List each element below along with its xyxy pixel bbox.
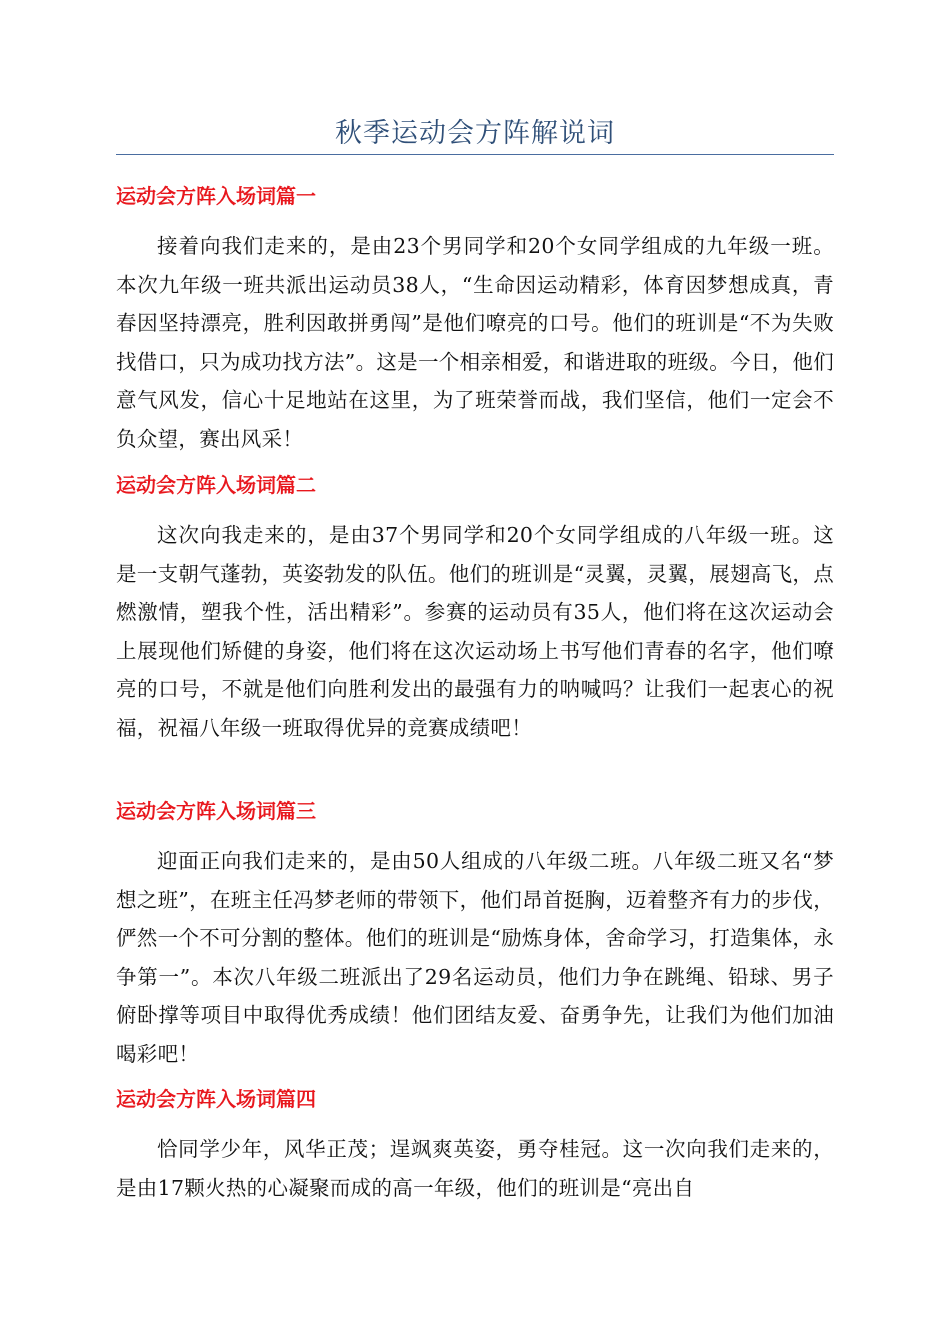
section-paragraph: 恰同学少年，风华正茂；逞飒爽英姿，勇夺桂冠。这一次向我们走来的，是由17颗火热的心凝聚而成的高一年级，他们的班训是“亮出自 (116, 1137, 834, 1200)
section-heading: 运动会方阵入场词篇四 (116, 1087, 316, 1111)
section-paragraph: 接着向我们走来的，是由23个男同学和20个女同学组成的九年级一班。本次九年级一班共派出运动员38人，“生命因运动精彩，体育因梦想成真，青春因坚持漂亮，胜利因敢拼勇闯”是他们嘹亮的口号。他们的班训是“不为失败找借口，只为成功找方法”。这是一个相亲相爱，和谐进取的班级。今日，他们意气风发，信心十足地站在这里，为了班荣誉而战，我们坚信，他们一定会不负众望，赛出风采！ (116, 234, 834, 451)
section-paragraph: 这次向我走来的，是由37个男同学和20个女同学组成的八年级一班。这是一支朝气蓬勃，英姿勃发的队伍。他们的班训是“灵翼，灵翼，展翅高飞，点燃激情，塑我个性，活出精彩”。参赛的运动员有35人，他们将在这次运动会上展现他们矫健的身姿，他们将在这次运动场上书写他们青春的名字，他们嘹亮的口号，不就是他们向胜利发出的最强有力的呐喊吗？让我们一起衷心的祝福，祝福八年级一班取得优异的竞赛成绩吧！ (116, 523, 834, 740)
section-paragraph: 迎面正向我们走来的，是由50人组成的八年级二班。八年级二班又名“梦想之班”，在班主任冯梦老师的带领下，他们昂首挺胸，迈着整齐有力的步伐，俨然一个不可分割的整体。他们的班训是“励炼身体，舍命学习，打造集体，永争第一”。本次八年级二班派出了29名运动员，他们力争在跳绳、铅球、男子俯卧撑等项目中取得优秀成绩！他们团结友爱、奋勇争先，让我们为他们加油喝彩吧！ (116, 849, 834, 1066)
document-title: 秋季运动会方阵解说词 (335, 118, 615, 149)
section-heading: 运动会方阵入场词篇二 (116, 473, 316, 497)
section-1 (116, 181, 834, 459)
section-3 (116, 796, 834, 1074)
title-underline (116, 154, 834, 155)
section-heading: 运动会方阵入场词篇三 (116, 799, 316, 823)
section-heading: 运动会方阵入场词篇一 (116, 184, 316, 208)
section-2 (116, 470, 834, 748)
section-4 (116, 1084, 834, 1207)
